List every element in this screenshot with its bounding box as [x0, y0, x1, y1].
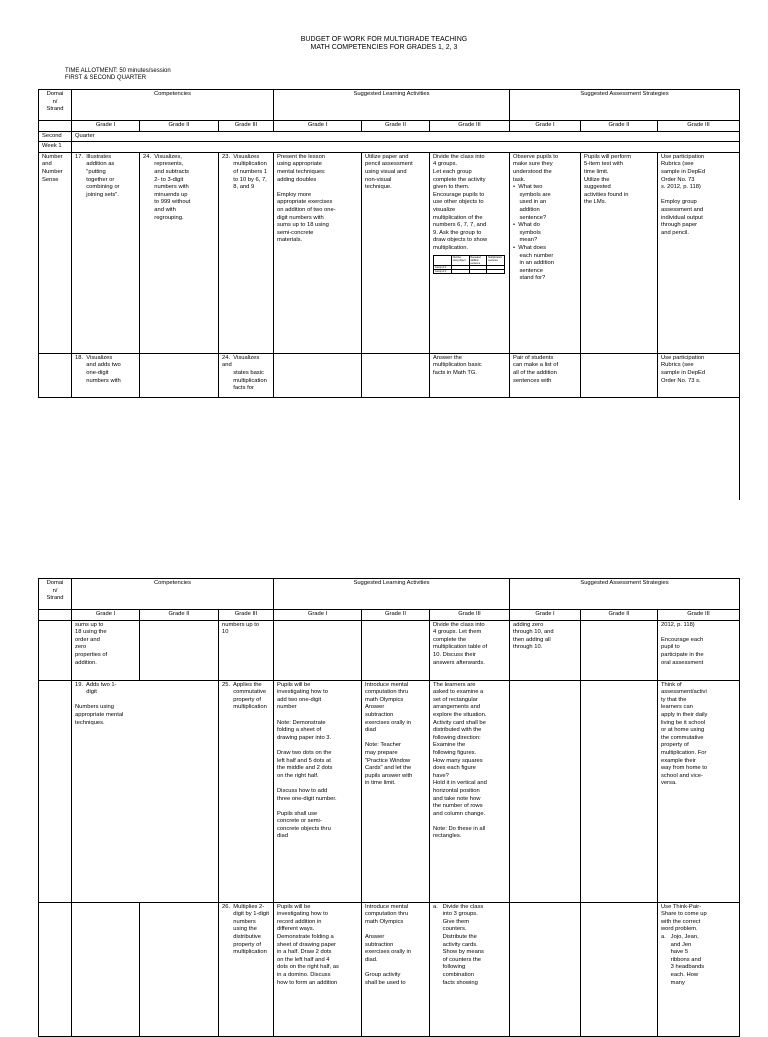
grade-header: Grade I: [510, 121, 581, 132]
table-cell: Pupils will be investigating how to add two one-digit number Note: Demonstrate folding a sheet of drawing paper into 3. Draw two dots on the left half and 5 dots at the middle and 2 dots on the right half. Discuss how to add three one-digit number. Pupils shall use concrete or semi- concrete objects thru diad: [274, 680, 362, 902]
mini-table-cell: [434, 255, 452, 265]
table-cell: Number and Number Sense: [39, 152, 72, 353]
table-cell: 23. Visualizes multiplication of numbers 1 to 10 by 6, 7, 8, and 9: [219, 152, 274, 353]
quarter-row-value: Quarter: [72, 131, 740, 142]
table-row: [39, 152, 740, 353]
grade-header-row: [39, 121, 740, 132]
grade-header: Grade II: [362, 610, 430, 621]
table-cell: 2012, p. 118) Encourage each pupil to participate in the oral assessment: [658, 620, 740, 680]
table-cell: Use participation Rubrics (see sample in DepEd Order No. 73 s.: [658, 353, 740, 397]
table-cell: Divide the class into 4 groups. Let them complete the multiplication table of 10. Discuss their answers afterwards.: [430, 620, 510, 680]
table-row: [39, 353, 740, 397]
table-cell: 26. Multiplies 2- digit by 1-digit numbers using the distributive property of multiplication: [219, 902, 274, 1036]
mini-table-cell: Repeated addition sentence: [469, 255, 487, 265]
budget-table-page-2: [38, 578, 740, 1037]
mini-table-cell: Group of 2: [434, 269, 452, 273]
table-cell: Utilize paper and pencil assessment using visual and non-visual technique.: [362, 152, 430, 353]
grade-header: Grade II: [140, 610, 219, 621]
table-cell: [39, 680, 72, 902]
assessment-header: Suggested Assessment Strategies: [510, 90, 740, 121]
table-cell: 19. Adds two 1- digit Numbers using appropriate mental techniques.: [72, 680, 219, 902]
table-cell: Present the lesson using appropriate mental techniques: adding doubles Employ more appropriate exercises on addition of two one- digit numbers with sums up to 18 using semi-concrete materials.: [274, 152, 362, 353]
grade-header: Grade I: [72, 610, 140, 621]
page-border-line: [739, 97, 740, 500]
table-cell: [362, 620, 430, 680]
table-cell: [274, 620, 362, 680]
document-title-line-2: MATH COMPETENCIES FOR GRADES 1, 2, 3: [310, 44, 458, 51]
table-cell-with-figure: [430, 152, 510, 353]
table-cell: Introduce mental computation thru math Olympics Answer subtraction exercises orally in diad. Group activity shall be used to: [362, 902, 430, 1036]
table-cell: Pupils will perform 5-item test with time limit. Utilize the suggested activities found in the LMs.: [581, 152, 658, 353]
week-row-blank: [72, 142, 740, 153]
competencies-header: Competencies: [72, 90, 274, 121]
table-cell: [72, 902, 140, 1036]
grade-header: Grade III: [430, 610, 510, 621]
grade-header: Grade II: [581, 610, 658, 621]
week-row: [39, 142, 740, 153]
table-cell: Observe pupils to make sure they understood the task. • What two symbols are used in an addition sentence? • What do symbols mean? • What does each number in an addition sentence stand for?: [510, 152, 581, 353]
quarter-row: [39, 131, 740, 142]
mini-table-cell: Group of 1: [434, 265, 452, 269]
table-row: [39, 680, 740, 902]
table-cell: [140, 902, 219, 1036]
multiplication-mini-table: [433, 255, 505, 274]
quarter-heading: FIRST & SECOND QUARTER: [65, 75, 147, 81]
activities-header: Suggested Learning Activities: [274, 579, 510, 610]
mini-table-cell: [469, 269, 487, 273]
table-cell: 17. Illustrates addition as "putting together or combining or joining sets".: [72, 152, 140, 353]
table-cell-text: Divide the class into 4 groups. Let each group complete the activity given to them. Encourage pupils to use other objects to visualize multiplication of the numbers 6, 7, 7, and 9. Ask the group to draw objects to show multiplication.: [433, 153, 488, 251]
grade-header: Grade I: [510, 610, 581, 621]
mini-table-cell: [487, 269, 505, 273]
grade-header: Grade II: [140, 121, 219, 132]
activities-header: Suggested Learning Activities: [274, 90, 510, 121]
table-cell: [140, 353, 219, 397]
header-row: [39, 579, 740, 610]
table-cell: [362, 353, 430, 397]
grade-header: Grade III: [219, 121, 274, 132]
grade-header-blank: [39, 610, 72, 621]
mini-table-cell: Number using object: [451, 255, 469, 265]
week-row-label: Week 1: [39, 142, 72, 153]
table-cell: 25. Applies the commutative property of multiplication: [219, 680, 274, 902]
mini-table-cell: Multiplication sentence: [487, 255, 505, 265]
grade-header: Grade I: [274, 610, 362, 621]
domain-header: Domai n/ Strand: [39, 579, 72, 610]
grade-header: Grade II: [362, 121, 430, 132]
grade-header: Grade I: [274, 121, 362, 132]
table-row: [39, 620, 740, 680]
table-row: [39, 902, 740, 1036]
table-cell: The learners are asked to examine a set of rectangular arrangements and explore the situation. Activity card shall be distributed with the following direction: Examine the following figures. How many squares does each figure have? Hold it in vertical and horizontal position and take note how the number of rows and column change. Note: Do these in all rectangles.: [430, 680, 510, 902]
table-cell: 18. Visualizes and adds two one-digit numbers with: [72, 353, 140, 397]
table-cell: Use participation Rubrics (see sample in DepEd Order No. 73 s. 2012, p. 118) Employ group assessment and individual output through paper and pencil.: [658, 152, 740, 353]
grade-header: Grade II: [581, 121, 658, 132]
mini-table-cell: [451, 269, 469, 273]
table-cell: [581, 620, 658, 680]
table-cell: Use Think-Pair- Share to come up with the correct word problem. a. Jojo, Jean, and Jen have 5 ribbons and 3 headbands each. How many: [658, 902, 740, 1036]
grade-header: Grade III: [219, 610, 274, 621]
table-cell: [510, 902, 581, 1036]
grade-header-blank: [39, 121, 72, 132]
table-cell: [581, 902, 658, 1036]
table-cell: [510, 680, 581, 902]
competencies-header: Competencies: [72, 579, 274, 610]
budget-table-page-1: [38, 89, 740, 398]
table-cell: [581, 680, 658, 902]
table-cell: sums up to 18 using the order and zero properties of addition.: [72, 620, 140, 680]
time-allotment: TIME ALLOTMENT: 50 minutes/session: [65, 68, 171, 74]
grade-header: Grade III: [658, 610, 740, 621]
table-cell: Answer the multiplication basic facts in Math TG.: [430, 353, 510, 397]
table-cell: [581, 353, 658, 397]
document-title-line-1: BUDGET OF WORK FOR MULTIGRADE TEACHING: [300, 36, 468, 43]
table-cell: numbers up to 10: [219, 620, 274, 680]
table-cell: [274, 353, 362, 397]
grade-header: Grade III: [430, 121, 510, 132]
table-cell: Pair of students can make a list of all of the addition sentences with: [510, 353, 581, 397]
table-cell: Think of assessment/activi ty that the learners can apply in their daily living be it school or at home using the commutative property of multiplication. For example their way from home to school and vice- versa.: [658, 680, 740, 902]
table-cell: a. Divide the class into 3 groups. Give them counters. Distribute the activity cards. Show by means of counters the following combination facts showing: [430, 902, 510, 1036]
grade-header-row: [39, 610, 740, 621]
table-cell: 24. Visualizes and states basic multiplication facts for: [219, 353, 274, 397]
grade-header: Grade III: [658, 121, 740, 132]
table-cell: [140, 620, 219, 680]
table-cell: Introduce mental computation thru math Olympics Answer subtraction exercises orally in diad Note: Teacher may prepare "Practice Window Cards" and let the pupils answer with in time limit.: [362, 680, 430, 902]
table-cell: Pupils will be investigating how to record addition in different ways. Demonstrate folding a sheet of drawing paper in a half. Draw 2 dots on the left half and 4 dots on the right half, as in a domino. Discuss how to form an addition: [274, 902, 362, 1036]
domain-header: Domai n/ Strand: [39, 90, 72, 121]
grade-header: Grade I: [72, 121, 140, 132]
table-cell: adding zero through 10, and then adding all through 10.: [510, 620, 581, 680]
table-cell: [39, 353, 72, 397]
quarter-row-label: Second: [39, 131, 72, 142]
table-cell: [39, 902, 72, 1036]
header-row: [39, 90, 740, 121]
assessment-header: Suggested Assessment Strategies: [510, 579, 740, 610]
table-cell: 24. Visualizes, represents, and subtracts 2- to 3-digit numbers with minuends up to 999 without and with regrouping.: [140, 152, 219, 353]
table-cell: [39, 620, 72, 680]
